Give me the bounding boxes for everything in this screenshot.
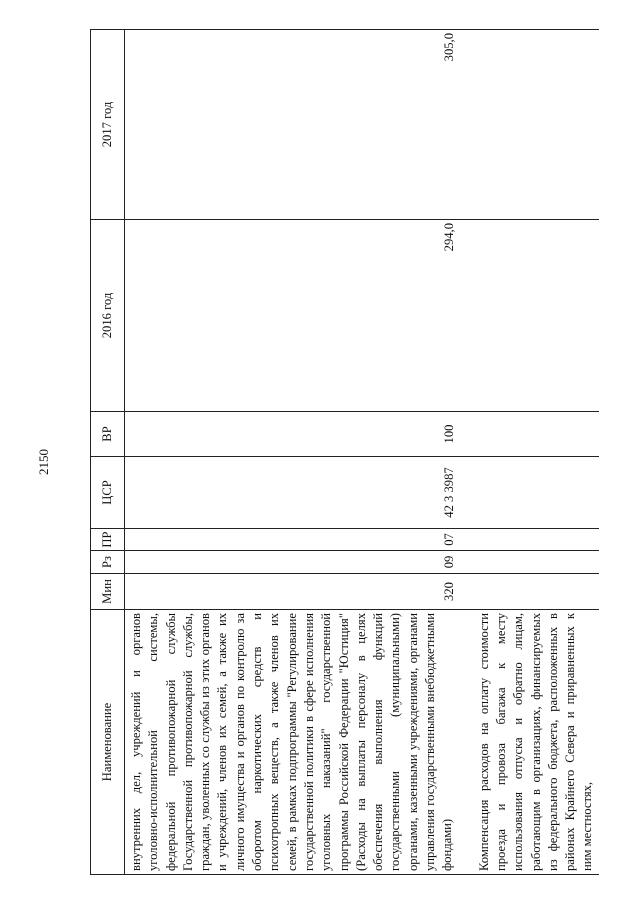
row-rz bbox=[473, 551, 599, 574]
row-rz: 09 bbox=[125, 551, 459, 574]
row-name: внутренних дел, учреждений и органов уголовно-исполнительной системы, федеральной противопожарной службы Государственной противопожарной службы, граждан, уволенных со службы из этих органов и учреждений, членов их семей, а также их личного имущества и органов по контролю за оборотом наркотических средств и психотропных веществ, а также членов их семей, в рамках подпрограммы "Регулирование государственной политики в сфере исполнения уголовных наказаний" государственной программы Российской Федерации "Юстиция" (Расходы на выплаты персоналу в целях обеспечения выполнения функций государственными (муниципальными) органами, казенными учреждениями, органами управления государственными внебюджетными фондами) bbox=[125, 610, 459, 875]
row-pr: 07 bbox=[125, 529, 459, 551]
row-2017 bbox=[473, 30, 599, 220]
header-2016: 2016 год bbox=[91, 220, 125, 412]
table-row bbox=[125, 30, 459, 875]
row-2016: 294,0 bbox=[125, 220, 459, 412]
table-header-row bbox=[91, 30, 125, 875]
budget-table bbox=[90, 29, 599, 875]
row-name: Компенсация расходов на оплату стоимости проезда и провоза багажа к месту использования отпуска и обратно лицам, работающим в организациях, финансируемых из федерального бюджета, расположенных в районах Крайнего Севера и приравненных к ним местностях, bbox=[473, 610, 599, 875]
header-min: Мин bbox=[91, 574, 125, 610]
table-row-gap bbox=[459, 30, 473, 875]
header-csr: ЦСР bbox=[91, 457, 125, 529]
row-min bbox=[473, 574, 599, 610]
header-vr: ВР bbox=[91, 412, 125, 457]
header-pr: ПР bbox=[91, 529, 125, 551]
row-pr bbox=[473, 529, 599, 551]
table-row bbox=[473, 30, 599, 875]
page-number: 2150 bbox=[36, 449, 51, 475]
row-vr bbox=[473, 412, 599, 457]
header-rz: Рз bbox=[91, 551, 125, 574]
row-csr: 42 3 3987 bbox=[125, 457, 459, 529]
budget-table-sheet bbox=[90, 30, 595, 875]
row-2017: 305,0 bbox=[125, 30, 459, 220]
row-vr: 100 bbox=[125, 412, 459, 457]
header-name: Наименование bbox=[91, 610, 125, 875]
header-2017: 2017 год bbox=[91, 30, 125, 220]
row-csr bbox=[473, 457, 599, 529]
row-min: 320 bbox=[125, 574, 459, 610]
row-2016 bbox=[473, 220, 599, 412]
